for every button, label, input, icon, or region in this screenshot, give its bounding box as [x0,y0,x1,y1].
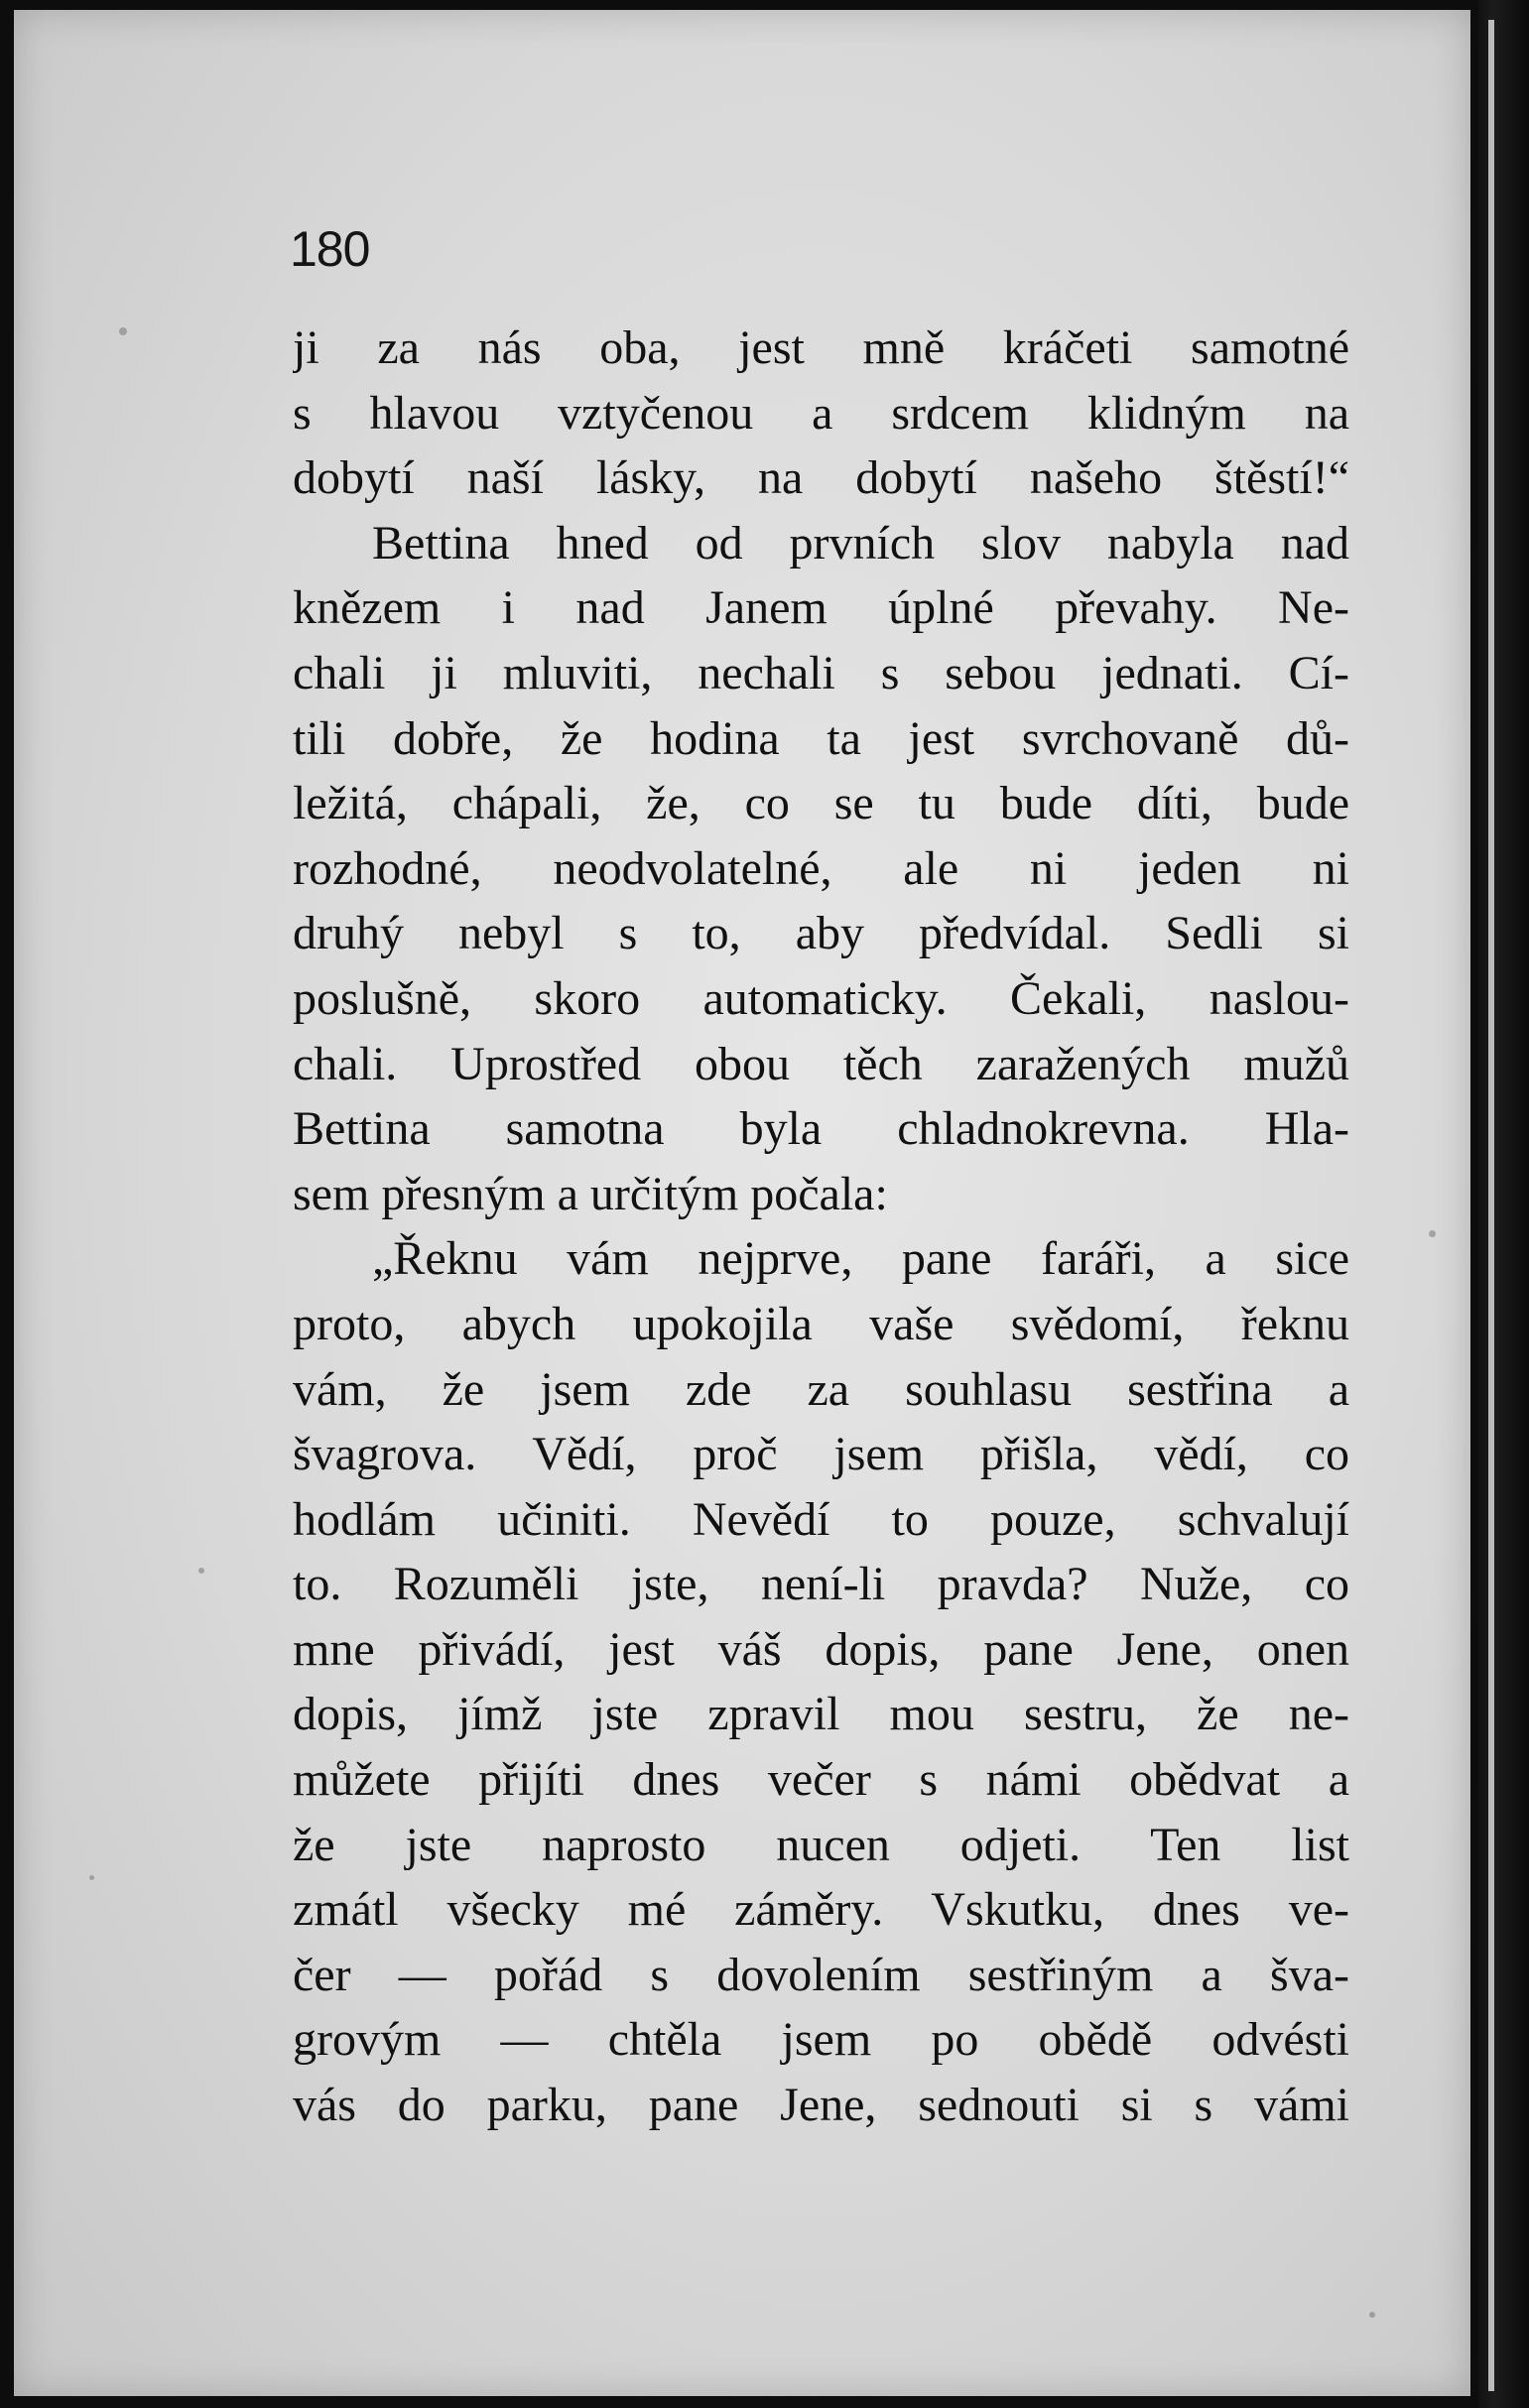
body-text [293,316,1349,2138]
scan-speck [119,327,127,335]
page-number: 180 [290,221,370,277]
text-line: tili dobře, že hodina ta jest svrchovaně dů- [293,711,1349,765]
text-line: můžete přijíti dnes večer s námi obědvat a [293,1753,1349,1807]
text-line: chali. Uprostřed obou těch zaražených mužů [293,1037,1349,1090]
scan-speck [89,1875,94,1880]
text-line: vás do parku, pane Jene, sednouti si s vámi [293,2079,1349,2132]
scan-speck [1369,2312,1375,2318]
text-line: poslušně, skoro automaticky. Čekali, naslou- [293,971,1349,1025]
page-edge-shadow [1478,0,1529,2408]
text-line: dopis, jímž jste zpravil mou sestru, že ne- [293,1688,1349,1741]
text-line: zmátl všecky mé záměry. Vskutku, dnes ve- [293,1883,1349,1937]
text-line: rozhodné, neodvolatelné, ale ni jeden ni [293,841,1349,895]
text-line: Bettina hned od prvních slov nabyla nad [372,516,1349,570]
text-line: proto, abych upokojila vaše svědomí, řeknu [293,1297,1349,1350]
text-line: mne přivádí, jest váš dopis, pane Jene, onen [293,1622,1349,1676]
text-line: čer — pořád s dovolením sestřiným a šva- [293,1948,1349,2001]
text-line: grovým — chtěla jsem po obědě odvésti [293,2013,1349,2067]
text-line: druhý nebyl s to, aby předvídal. Sedli si [293,907,1349,960]
scan-speck [1429,1230,1436,1237]
text-line: dobytí naší lásky, na dobytí našeho štěstí!“ [293,451,1349,505]
text-line: ležitá, chápali, že, co se tu bude díti, bude [293,777,1349,830]
text-line: švagrova. Vědí, proč jsem přišla, vědí, co [293,1428,1349,1481]
text-line: chali ji mluviti, nechali s sebou jednati. Cí- [293,646,1349,699]
text-line: „Řeknu vám nejprve, pane faráři, a sice [372,1232,1349,1286]
text-line: s hlavou vztyčenou a srdcem klidným na [293,386,1349,440]
text-line: knězem i nad Janem úplné převahy. Ne- [293,581,1349,635]
text-line: sem přesným a určitým počala: [293,1167,888,1220]
text-line: Bettina samotna byla chladnokrevna. Hla- [293,1102,1349,1156]
text-line: ji za nás oba, jest mně kráčeti samotné [293,321,1349,374]
text-line: že jste naprosto nucen odjeti. Ten list [293,1818,1349,1871]
scan-speck [198,1568,204,1574]
next-page-edge [1488,20,1494,2391]
text-line: hodlám učiniti. Nevědí to pouze, schvalují [293,1492,1349,1546]
text-line: vám, že jsem zde za souhlasu sestřina a [293,1362,1349,1416]
text-line: to. Rozuměli jste, není-li pravda? Nuže, co [293,1558,1349,1611]
